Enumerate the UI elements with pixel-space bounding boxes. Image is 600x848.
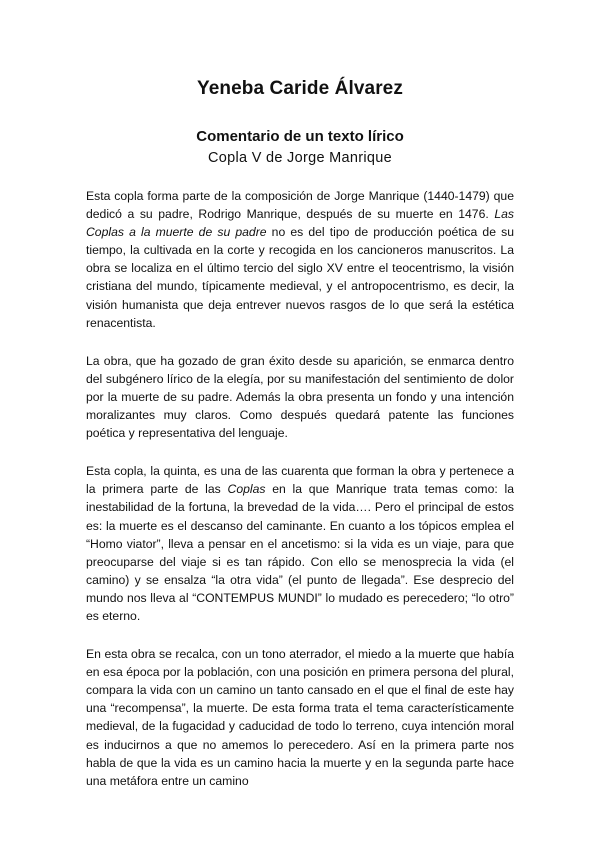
- author-heading: Yeneba Caride Álvarez: [197, 78, 403, 99]
- paragraph-2: La obra, que ha gozado de gran éxito desde su aparición, se enmarca dentro del subgénero lírico de la elegía, por su manifestación del sentimiento de dolor por la muerte de su padre. Además la obra presenta un fondo y una intención moralizantes muy claros. Como después quedará patente las funciones poética y representativa del lenguaje.: [86, 353, 514, 441]
- document-subtitle: Copla V de Jorge Manrique: [207, 150, 393, 166]
- paragraph-1-text-start: Esta copla forma parte de la composición de Jorge Manrique (1440-1479) que dedicó a su padre, Rodrigo Manrique, después de su muerte en 1476.: [86, 189, 514, 222]
- paragraph-1-work-title: Las Coplas a la muerte de su padre: [86, 207, 514, 240]
- paragraph-3-work-title: Coplas: [227, 482, 266, 497]
- body-text: [86, 187, 514, 790]
- document-title: Comentario de un texto lírico: [196, 128, 404, 145]
- paragraph-3: [86, 462, 514, 625]
- paragraph-3-text-start: Esta copla, la quinta, es una de las cuarenta que forman la obra y pertenece a la primera parte de las: [86, 464, 514, 497]
- paragraph-1-text-end: no es del tipo de producción poética de su tiempo, la cultivada en la corte y recogida en los cancioneros manuscritos. La obra se localiza en el último tercio del siglo XV entre el teocentrismo, la visión cristiana del mundo, típicamente medieval, y el antropocentrismo, es decir, la visión humanista que deja entrever nuevos rasgos de lo que será la estética renacentista.: [86, 225, 514, 330]
- paragraph-1: [86, 187, 514, 332]
- paragraph-4: En esta obra se recalca, con un tono aterrador, el miedo a la muerte que había en esa época por la población, con una posición en primera persona del plural, compara la vida con un camino un tanto cansado en el que el final de este hay una “recompensa”, la muerte. De esta forma trata el tema característicamente medieval, de la fugacidad y caducidad de todo lo terreno, cuya intención moral es inducirnos a que no amemos lo perecedero. Así en la primera parte nos habla de que la vida es un camino hacia la muerte y en la segunda parte hace una metáfora entre un camino: [86, 647, 514, 788]
- paragraph-3-text-end: en la que Manrique trata temas como: la inestabilidad de la fortuna, la brevedad de la vida…. Pero el principal de estos es: la muerte es el descanso del caminante. En cuanto a los tópicos emplea el “Homo viator”, lleva a pensar en el ancetismo: si la vida es un viaje, para que preocuparse del viaje si es tan rápido. Con ello se menosprecia la vida (el camino) y se ensalza “la otra vida” (el punto de llegada”. Ese desprecio del mundo nos lleva al “CONTEMPUS MUNDI” lo mudado es perecedero; “lo otro” es eterno.: [86, 482, 514, 623]
